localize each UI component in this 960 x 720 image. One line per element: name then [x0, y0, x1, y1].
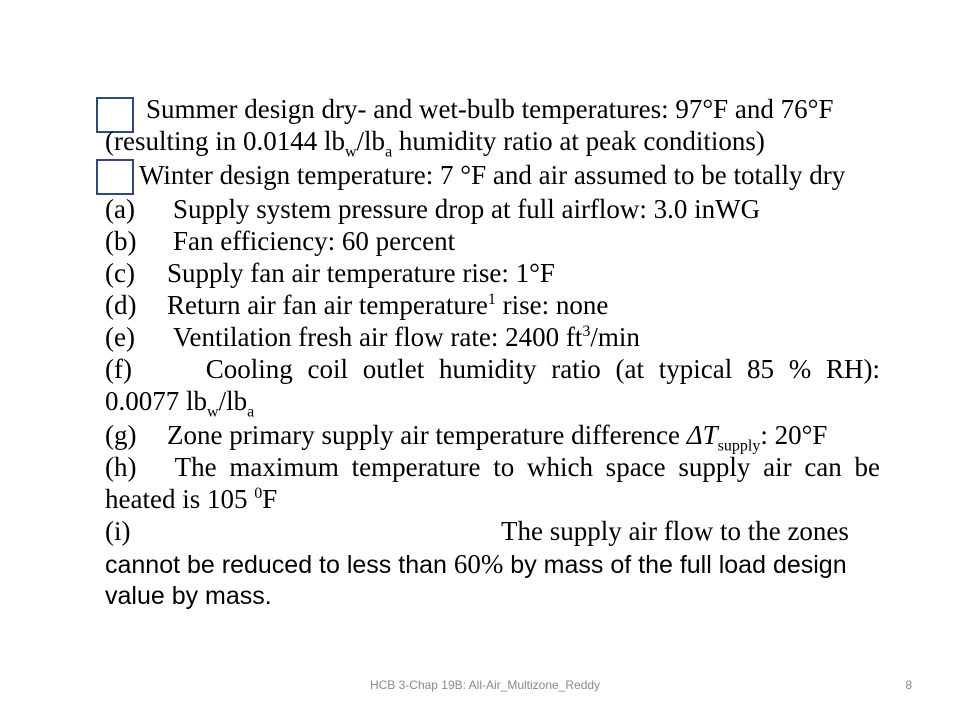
summer-design-text: Summer design dry- and wet-bulb temperatures: 97°F and 76°F [146, 94, 834, 124]
item-d-footnote: 1 [487, 291, 496, 308]
item-e-text-2: /min [590, 322, 640, 352]
item-e-sup: 3 [582, 323, 591, 340]
item-d-label: (d) [105, 290, 137, 320]
item-h-cont-text-1: heated is 105 [105, 484, 255, 514]
item-f-cont-sub-w: w [207, 403, 219, 421]
item-i [105, 515, 849, 547]
item-i-cont-2 [105, 580, 272, 612]
item-i-label: (i) [105, 516, 131, 546]
summer-result-text-1: (resulting in 0.0144 lb [105, 126, 345, 156]
item-f [105, 353, 880, 385]
footer-title: HCB 3-Chap 19B: All-Air_Multizone_Reddy [369, 678, 601, 692]
item-g-delta: ΔT [686, 420, 718, 450]
item-i-percent: 60% [453, 549, 504, 579]
summer-result-line [105, 125, 765, 161]
item-d-text-1: Return air fan air temperature [167, 290, 488, 320]
summer-design-line [146, 93, 833, 125]
summer-result-sub-a: a [385, 143, 393, 161]
item-f-text: Cooling coil outlet humidity ratio (at typical 85 % RH): [205, 354, 881, 384]
summer-result-sub-w: w [344, 143, 357, 161]
item-b [105, 225, 455, 257]
item-f-cont-text-2: /lb [218, 386, 248, 416]
item-h-label: (h) [105, 452, 137, 482]
item-g [105, 419, 828, 455]
item-d [105, 289, 608, 321]
item-h-text: The maximum temperature to which space supply air can be [174, 452, 880, 482]
item-b-label: (b) [105, 226, 137, 256]
item-f-cont-sub-a: a [247, 403, 255, 421]
item-e-text-1: Ventilation fresh air flow rate: 2400 ft [173, 322, 583, 352]
item-g-text-2: : 20°F [760, 420, 828, 450]
item-f-cont [105, 385, 255, 421]
item-e [105, 321, 640, 353]
item-d-text-2: rise: none [495, 290, 609, 320]
winter-design-line [139, 159, 845, 191]
item-g-label: (g) [105, 420, 137, 450]
item-i-cont-text-3: value by mass. [105, 582, 272, 610]
item-h-cont-text-2: F [262, 484, 278, 514]
item-c-label: (c) [105, 258, 135, 288]
page-number: 8 [905, 678, 912, 692]
summer-result-text-3: humidity ratio at peak conditions) [392, 126, 765, 156]
item-a [105, 193, 760, 225]
item-a-label: (a) [105, 194, 135, 224]
item-f-cont-text-1: 0.0077 lb [105, 386, 208, 416]
item-a-text: Supply system pressure drop at full airflow: 3.0 inWG [173, 194, 761, 224]
item-c-text: Supply fan air temperature rise: 1°F [167, 258, 555, 288]
item-i-cont-text-1: cannot be reduced to less than [105, 551, 454, 579]
item-i-cont-1 [105, 548, 847, 581]
winter-design-text: Winter design temperature: 7 °F and air assumed to be totally dry [139, 160, 846, 190]
summer-result-text-2: /lb [356, 126, 386, 156]
item-h-cont-sup: 0 [254, 485, 263, 502]
item-g-text-1: Zone primary supply air temperature difference [167, 420, 687, 450]
item-e-label: (e) [105, 322, 135, 352]
item-i-text: The supply air flow to the zones [501, 516, 849, 546]
item-f-label: (f) [105, 354, 132, 384]
item-b-text: Fan efficiency: 60 percent [173, 226, 456, 256]
item-h-cont [105, 483, 277, 515]
item-h [105, 451, 880, 483]
item-i-cont-text-2: by mass of the full load design [503, 551, 847, 579]
checkbox-winter[interactable] [96, 159, 134, 195]
item-c [105, 257, 555, 289]
item-g-sub: supply [717, 437, 761, 455]
